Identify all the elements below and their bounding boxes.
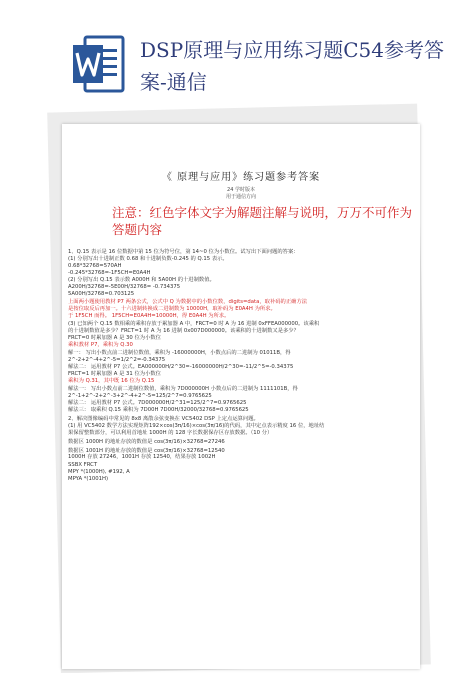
red-notice: 注意：红色字体文字为解题注解与说明，万万不可作为答题内容: [112, 205, 413, 237]
answer-line: 2^-2+2^-4+2^-5=1/2^2=-0.34375: [68, 357, 166, 363]
answer-line: (1) 分别写出十进制正数 0.68 和十进制负数-0.245 的 Q.15 表示。: [68, 256, 228, 262]
answer-line: (1) 用 VC5402 数学方法实现矩阵192×cos(3π/16)×cos(3π/16)的代码，其中定点表示精度 16 位，地址结: [68, 423, 325, 429]
answer-line: 乘积为 Q.31，其中既 16 位为 Q.15: [68, 378, 155, 384]
answer-line: SSBX FRCT: [68, 462, 98, 468]
answer-line: A200H/32768=-5E00H/32768= -0.734375: [68, 284, 181, 290]
answer-line: 1、Q.15 表示是 16 位数据中第 15 位为符号位，第 14~0 位为小数位。试写出下面问题的答案：: [68, 249, 299, 255]
answer-line: 于 1F5CH 而得。 1F5CH=E0A4H=10000H，得 E0A4H 为所求。: [68, 313, 230, 319]
document-page: [62, 124, 420, 669]
paper-subtitle-direction: 用于通信方向: [225, 194, 256, 200]
answer-line: (2) 分别写出 Q.15 表示数 A000H 和 5A00H 的十进制数值。: [68, 277, 215, 283]
answer-line: (3) 已知两个 Q.15 数相乘的乘积存放于累加器 A 中，FRCT=0 时 A 为 16 进制 0xFFEA000000。该乘积: [68, 321, 320, 327]
answer-line: MPY *(1000H), #192, A: [68, 469, 130, 475]
answer-line: 2、解决图像编码中常见的 8x8 离散余弦变换在 VC5402 DSP 上定点运算问题。: [68, 416, 259, 422]
answer-line: 果保留整数部分，可以利用首地址 1000H 的 128 字长数据保存区存放数据。（10 分）: [68, 430, 273, 436]
answer-line: 乘积教材 P7，乘积为 Q.30: [68, 342, 133, 348]
answer-line: 上面两小题使用教材 P7 两条公式，公式中 Q 为数据中的小数位数，digits=data，取补码的正确方法: [68, 299, 308, 305]
answer-line: 0.68*32768=570AH: [68, 263, 122, 269]
answer-line: 是按位取反后再加一。十六进制转换成二进制数为 10000H，取补码为 E0A4H 为所求。: [68, 306, 276, 312]
answer-line: 解一： 写出小数点前二进制位数值，乘积为 -16000000H，小数点后的二进制为 01011B，得: [68, 350, 291, 356]
paper-title: 《 原理与应用》练习题参考答案: [161, 172, 321, 183]
answer-line: 的十进制数值是多少？FRCT=1 时 A 为 16 进制 0x007D000000。该乘积的十进制数又是多少？: [68, 328, 299, 334]
answer-line: -0.245*32768=-1F5CH=E0A4H: [68, 270, 151, 276]
answer-line: 5A00H/32768=0.703125: [68, 291, 135, 297]
answer-line: FRCT=0 时累加器 A 是 30 位为小数位: [68, 335, 161, 341]
header: [0, 0, 474, 112]
document-title: DSP原理与应用练习题C54参考答案-通信: [140, 38, 444, 94]
answer-line: FRCT=1 时累加器 A 是 31 位为小数位: [68, 371, 161, 377]
paper-subtitle-edition: 24 学时版本: [227, 187, 255, 193]
answer-line: 解法二： 运用教材 P7 公式。EA000000H/2^30=-16000000H/2^30=-11/2^5=-0.34375: [68, 364, 294, 370]
answer-line: 解法一： 写出小数点前二进制位数值，乘积为 7D000000H 小数点后的二进制为 1111101B，得: [68, 386, 298, 392]
answer-line: 数据区 1000H 的地址存放的数值是 cos(3π/16)×32768=27246: [68, 439, 225, 445]
answer-line: 2^-1+2^-2+2^-3+2^-4+2^-5=125/2^7=0.9765625: [68, 393, 212, 399]
answer-line: 数据区 1001H 的地址存放的数值是 cos(3π/16)×32768=12540: [68, 448, 225, 454]
answer-line: 1000H 存放 27246，1001H 存放 12540，结果存放 1002H: [68, 454, 216, 460]
answer-line: 解法二： 运用教材 P7 公式。7D000000H/2^31=125/2^7=0.9765625: [68, 400, 247, 406]
answer-line: 解法三： 取乘积 Q.15 乘积为 7D00H 7D00H/32000/32768=0.9765625: [68, 407, 249, 413]
word-document-icon: [73, 35, 125, 93]
answer-line: MPYA *(1001H): [68, 476, 109, 482]
